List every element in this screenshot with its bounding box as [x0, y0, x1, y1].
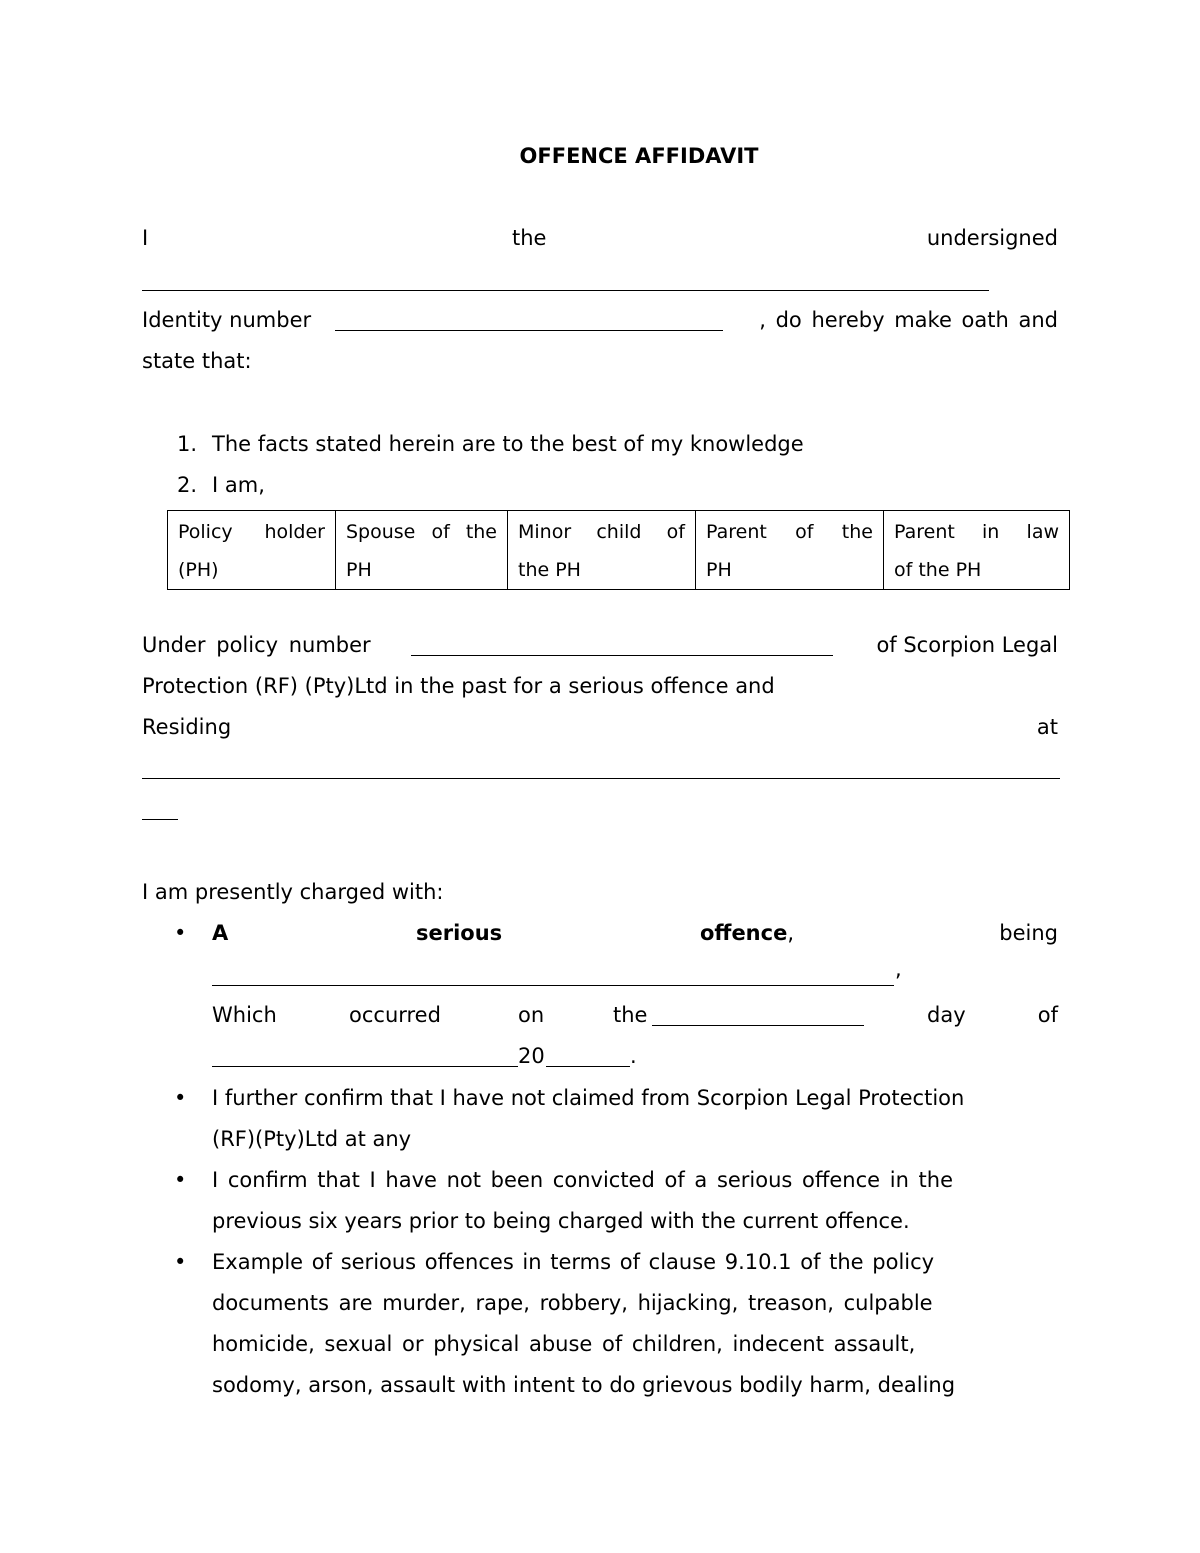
numbered-item-2-text: I am,: [212, 473, 265, 497]
identity-label: Identity number: [142, 308, 312, 332]
policy-suffix: of Scorpion Legal: [876, 633, 1058, 657]
offence-comma: ,: [787, 921, 795, 945]
date-word-the: the: [613, 1003, 648, 1027]
identity-suffix: , do hereby make oath and: [759, 308, 1058, 332]
numbered-item-1-number: 1.: [177, 432, 198, 456]
relationship-option-parent[interactable]: [696, 511, 884, 590]
relationship-option-line1: Minor child of: [518, 521, 685, 543]
offence-description-blank[interactable]: [212, 985, 894, 986]
offence-word-offence: [700, 920, 794, 946]
name-blank-line[interactable]: [142, 290, 989, 291]
intro-word-the: the: [512, 226, 547, 250]
bullet-4-line-1: Example of serious offences in terms of clause 9.10.1 of the policy: [212, 1250, 935, 1274]
relationship-option-line1: Policy holder: [178, 521, 325, 543]
month-blank[interactable]: [212, 1066, 518, 1067]
date-period: .: [630, 1044, 637, 1068]
identity-number-blank[interactable]: [335, 330, 723, 331]
offence-word-serious: serious: [416, 921, 503, 945]
relationship-option-line2: PH: [706, 559, 732, 581]
offence-word-offence-bold: offence: [700, 921, 788, 945]
document-title: OFFENCE AFFIDAVIT: [519, 144, 759, 168]
bullet-2-line-1: I further confirm that I have not claimed from Scorpion Legal Protection: [212, 1086, 965, 1110]
relationship-option-parent-in-law[interactable]: [884, 511, 1070, 590]
date-word-which: Which: [212, 1003, 277, 1027]
relationship-option-line1: Parent in law: [894, 521, 1059, 543]
bullet-3-line-2: previous six years prior to being charged with the current offence.: [212, 1209, 910, 1233]
relationship-option-line2: (PH): [178, 559, 219, 581]
address-blank-line[interactable]: [142, 778, 1060, 779]
relationship-option-minor-child[interactable]: [508, 511, 696, 590]
bullet-4-line-2: documents are murder, rape, robbery, hijacking, treason, culpable: [212, 1291, 933, 1315]
bullet-4-line-3: homicide, sexual or physical abuse of children, indecent assault,: [212, 1332, 916, 1356]
intro-word-i: I: [142, 226, 149, 250]
residing-label: Residing: [142, 715, 232, 739]
policy-line2: Protection (RF) (Pty)Ltd in the past for a serious offence and: [142, 674, 775, 698]
bullet-icon: •: [174, 921, 187, 945]
bullet-4-line-4: sodomy, arson, assault with intent to do grievous bodily harm, dealing: [212, 1373, 956, 1397]
date-word-day: day: [927, 1003, 966, 1027]
bullet-icon: •: [174, 1250, 187, 1274]
bullet-3-line-1: I confirm that I have not been convicted of a serious offence in the: [212, 1168, 954, 1192]
date-word-on: on: [518, 1003, 545, 1027]
offence-blank-comma: ,: [895, 957, 902, 981]
year-blank[interactable]: [546, 1066, 630, 1067]
relationship-option-line2: the PH: [518, 559, 581, 581]
numbered-item-2-number: 2.: [177, 473, 198, 497]
bullet-icon: •: [174, 1168, 187, 1192]
offence-being: being: [999, 921, 1058, 945]
relationship-option-line1: Spouse of the: [346, 521, 497, 543]
relationship-option-line2: of the PH: [894, 559, 982, 581]
charged-heading: I am presently charged with:: [142, 880, 444, 904]
date-word-of: of: [1037, 1003, 1058, 1027]
date-word-occurred: occurred: [349, 1003, 441, 1027]
state-that: state that:: [142, 349, 252, 373]
day-blank[interactable]: [652, 1025, 864, 1026]
relationship-option-line1: Parent of the: [706, 521, 873, 543]
relationship-option-policy-holder[interactable]: [168, 511, 336, 590]
offence-word-a: A: [212, 921, 229, 945]
intro-word-undersigned: undersigned: [926, 226, 1058, 250]
relationship-row: [168, 511, 1070, 590]
address-blank-line-end[interactable]: [142, 819, 178, 820]
relationship-option-line2: PH: [346, 559, 372, 581]
bullet-icon: •: [174, 1086, 187, 1110]
policy-number-blank[interactable]: [411, 655, 833, 656]
policy-prefix: Under policy number: [142, 633, 371, 657]
numbered-item-1-text: The facts stated herein are to the best of my knowledge: [212, 432, 804, 456]
relationship-table: [167, 510, 1070, 590]
bullet-2-line-2: (RF)(Pty)Ltd at any: [212, 1127, 412, 1151]
residing-at: at: [1036, 715, 1058, 739]
year-prefix: 20: [518, 1044, 545, 1068]
relationship-option-spouse[interactable]: [336, 511, 508, 590]
